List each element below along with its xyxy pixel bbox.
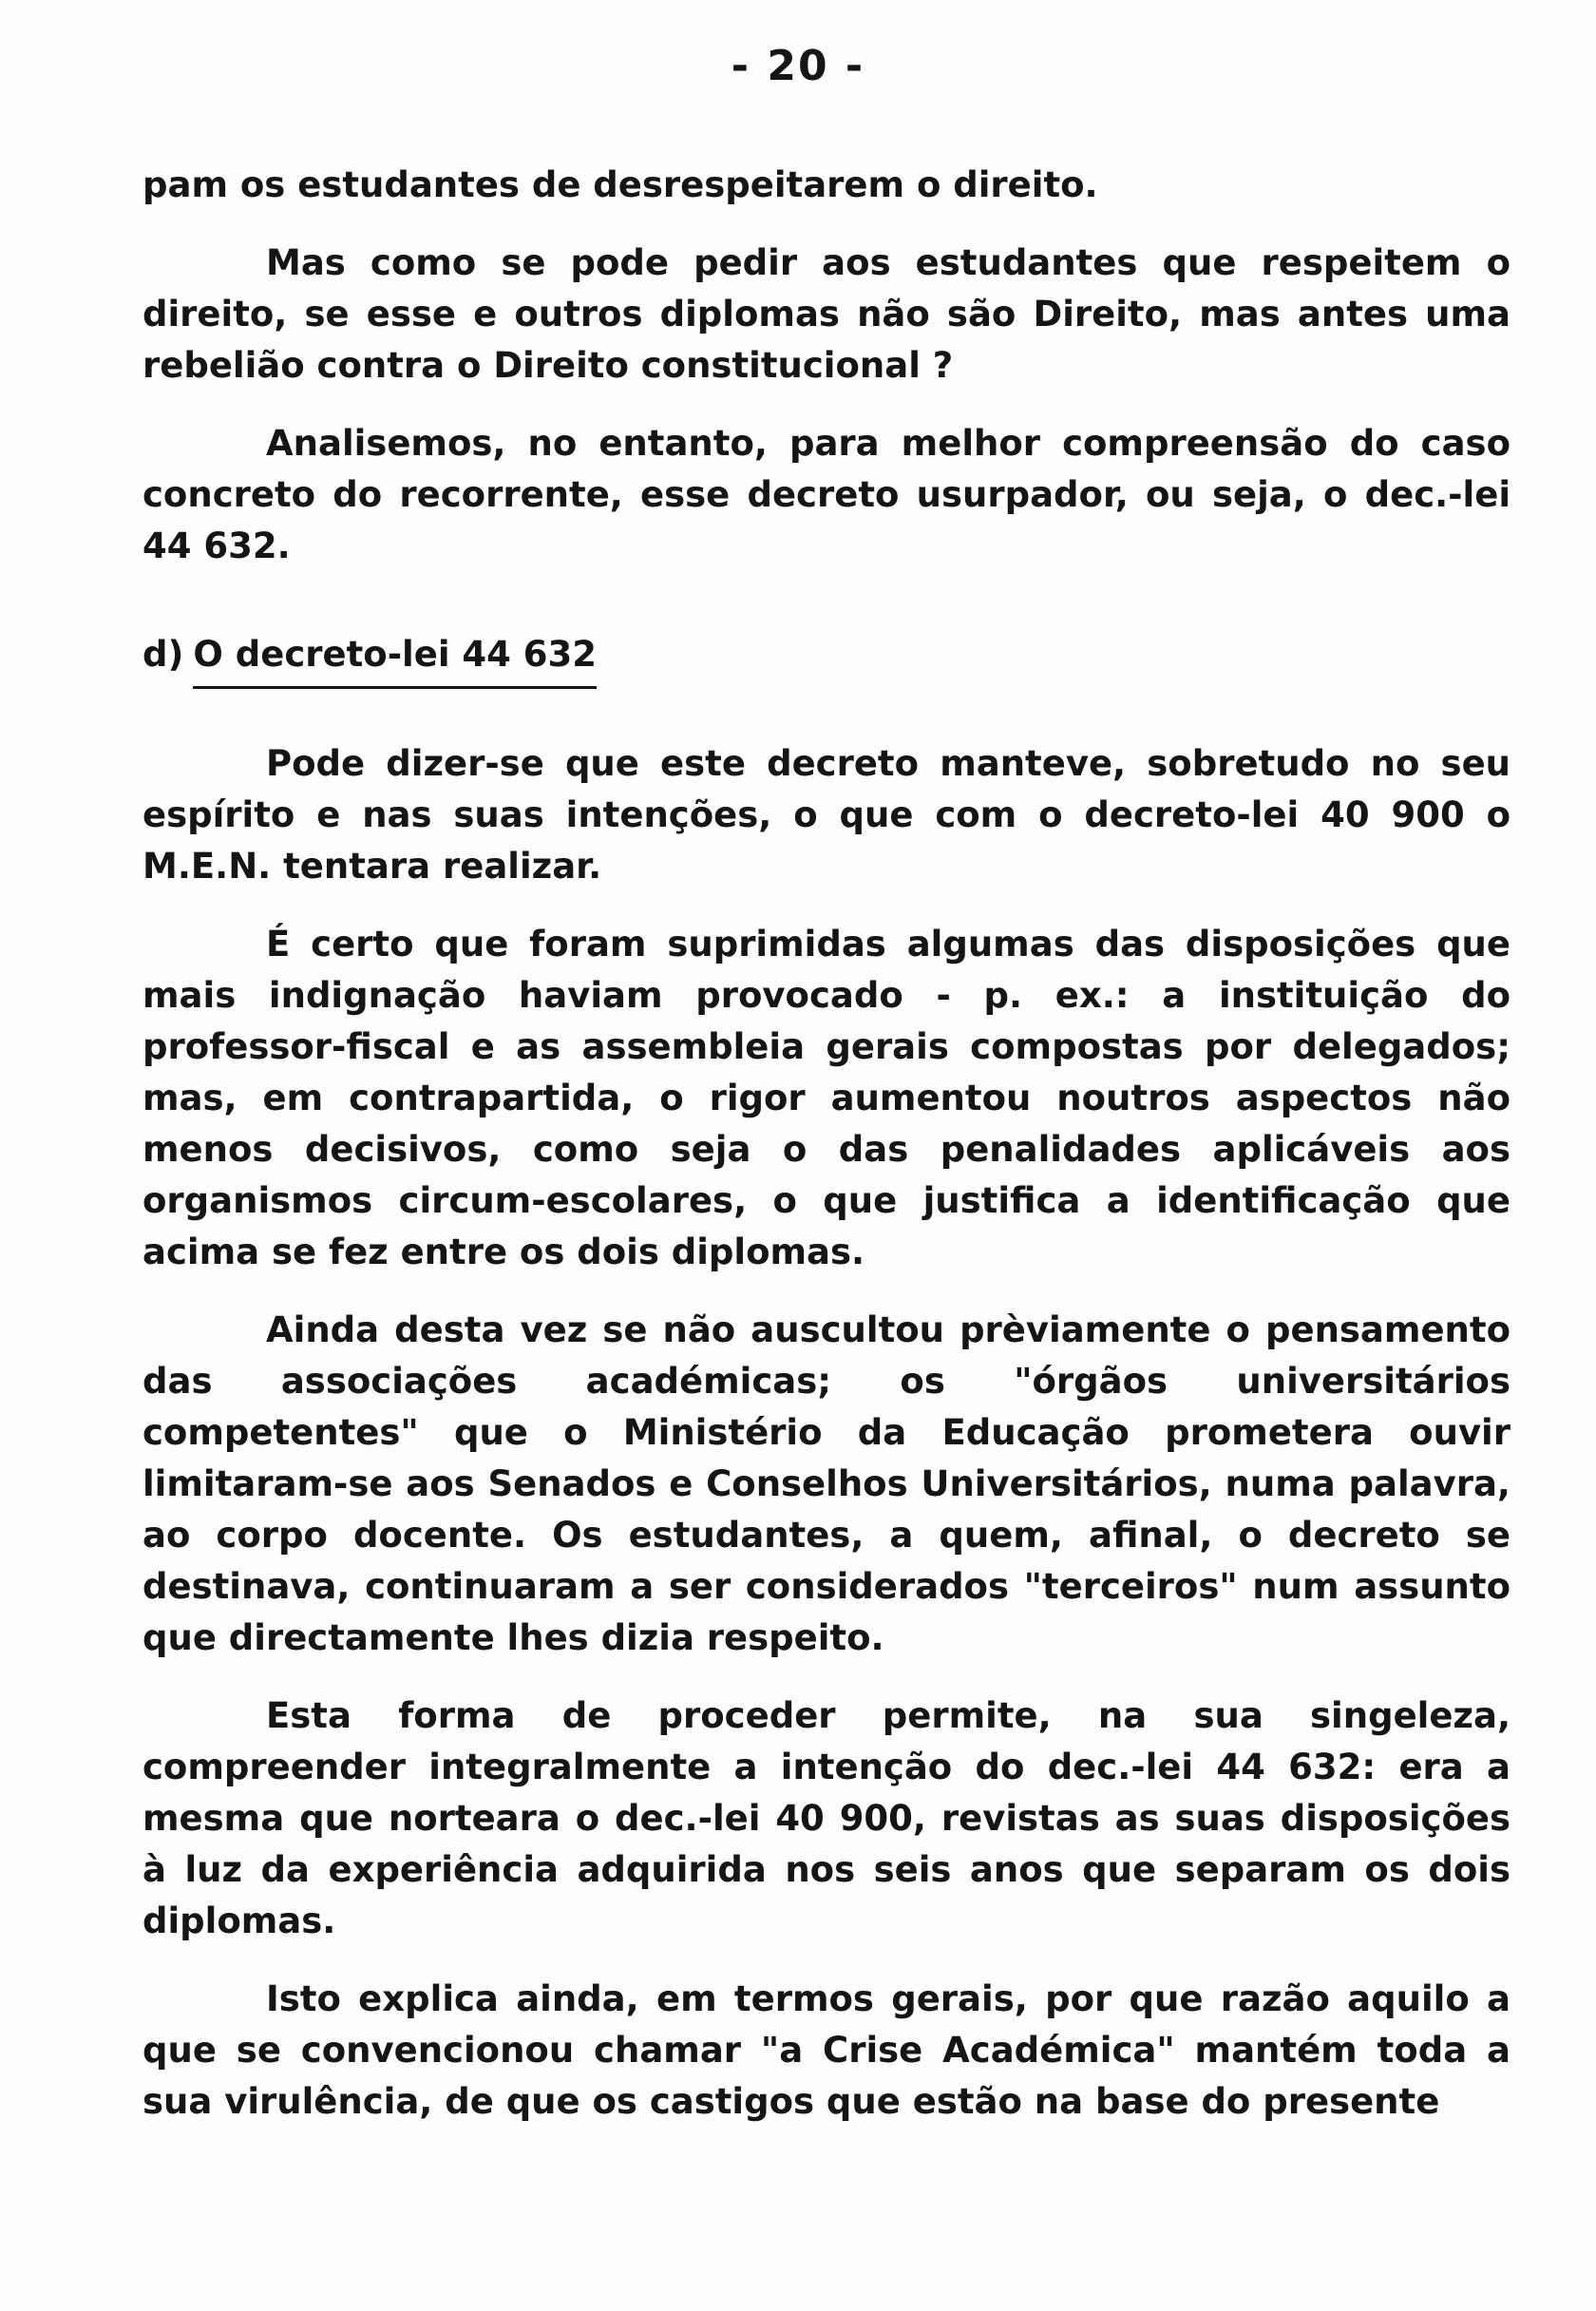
paragraph-4: Pode dizer-se que este decreto manteve, sobretudo no seu espírito e nas suas intenções, o que com o decreto-lei 40 900 o M.E.N. tentara realizar.	[142, 743, 1510, 887]
section-letter: d)	[142, 634, 184, 675]
section-title: O decreto-lei 44 632	[193, 629, 597, 689]
paragraph-5: É certo que foram suprimidas algumas das disposições que mais indignação haviam provocado - p. ex.: a instituição do professor-fiscal e as assembleia gerais compostas por delegados; mas, em contrapartida, o rigor aumentou noutros aspectos não menos decisivos, como seja o das penalidades aplicáveis aos organismos circum-escolares, o que justifica a identificação que acima se fez entre os dois diplomas.	[142, 924, 1510, 1272]
paragraph-continuation: pam os estudantes de desrespeitarem o direito.	[142, 164, 1098, 205]
section-heading	[142, 629, 1510, 689]
page-number: - 20 -	[731, 42, 865, 90]
paragraph-3: Analisemos, no entanto, para melhor compreensão do caso concreto do recorrente, esse decreto usurpador, ou seja, o dec.-lei 44 632.	[142, 423, 1510, 566]
paragraph-8: Isto explica ainda, em termos gerais, por que razão aquilo a que se convencionou chamar "a Crise Académica" mantém toda a sua virulência, de que os castigos que estão na base do presente	[142, 1978, 1510, 2122]
paragraph-2: Mas como se pode pedir aos estudantes que respeitem o direito, se esse e outros diplomas não são Direito, mas antes uma rebelião contra o Direito constitucional ?	[142, 242, 1510, 386]
paragraph-7: Esta forma de proceder permite, na sua singeleza, compreender integralmente a intenção do dec.-lei 44 632: era a mesma que norteara o dec.-lei 40 900, revistas as suas disposições à luz da experiência adquirida nos seis anos que separam os dois diplomas.	[142, 1695, 1510, 1941]
document-body	[142, 160, 1510, 2154]
paragraph-6: Ainda desta vez se não auscultou prèviamente o pensamento das associações académicas; os "órgãos universitários competentes" que o Ministério da Educação prometera ouvir limitaram-se aos Senados e Conselhos Universitários, numa palavra, ao corpo docente. Os estudantes, a quem, afinal, o decreto se destinava, continuaram a ser considerados "terceiros" num assunto que directamente lhes dizia respeito.	[142, 1309, 1510, 1658]
